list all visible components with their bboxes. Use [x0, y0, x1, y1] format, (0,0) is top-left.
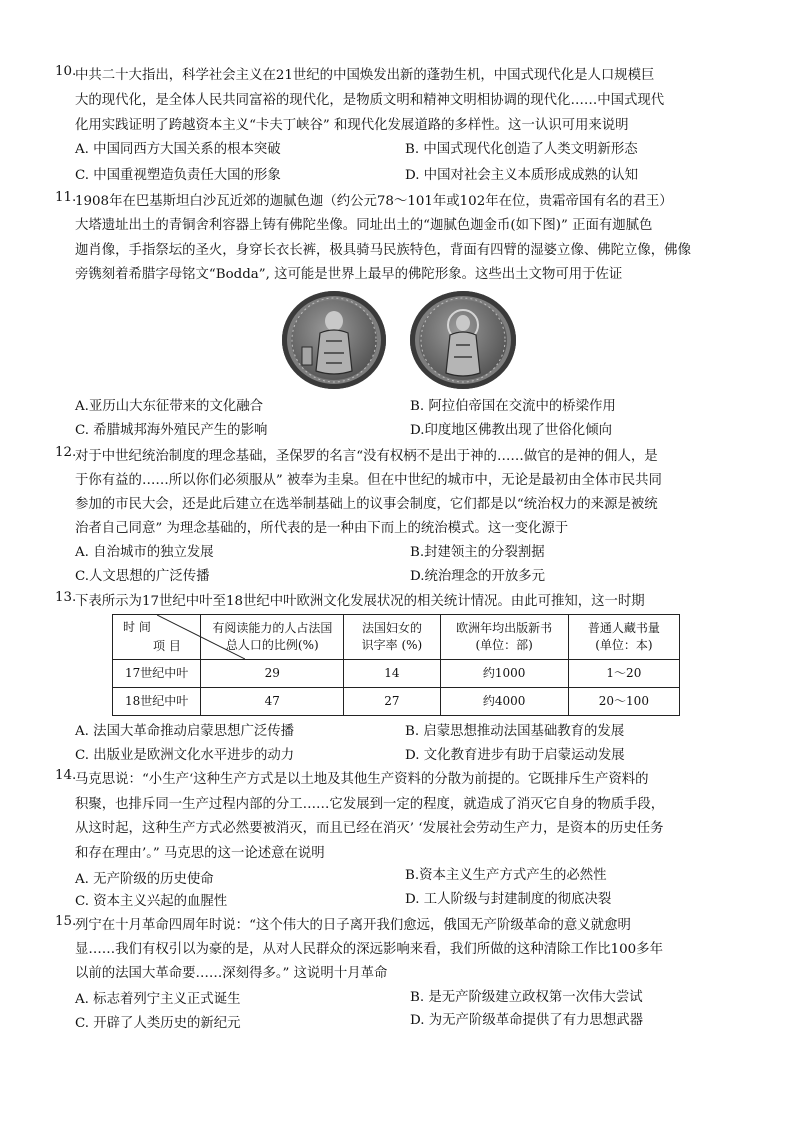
coin-reverse [410, 291, 516, 389]
option-c[interactable]: C. 希腊城邦海外殖民产生的影响 [75, 423, 268, 438]
option-a[interactable]: A.亚历山大东征带来的文化融合 [75, 399, 264, 414]
option-d[interactable]: D. 为无产阶级革命提供了有力思想武器 [410, 1013, 644, 1028]
option-b[interactable]: B.封建领主的分裂割据 [410, 545, 545, 560]
option-a[interactable]: A. 无产阶级的历史使命 [75, 872, 214, 887]
table-header-cell [344, 615, 440, 660]
option-b[interactable]: B. 是无产阶级建立政权第一次伟大尝试 [410, 990, 643, 1005]
option-d[interactable]: D.印度地区佛教出现了世俗化倾向 [410, 423, 612, 438]
option-b[interactable]: B.资本主义生产方式产生的必然性 [405, 868, 607, 883]
table-cell: 29 [201, 660, 344, 688]
option-b[interactable]: B. 启蒙思想推动法国基础教育的发展 [405, 724, 625, 739]
header-line: 普通人藏书量 [587, 621, 660, 635]
corner-top-label: 时 间 [123, 620, 151, 634]
table-cell: 约4000 [440, 688, 568, 716]
table-header-cell [440, 615, 568, 660]
table-row [113, 688, 680, 716]
table-cell: 27 [344, 688, 440, 716]
question-text-line: 治者自己同意” 为理念基础的，所代表的是一种由下而上的统治模式。这一变化源于 [75, 521, 569, 536]
row-label: 18世纪中叶 [113, 688, 201, 716]
question-text-line: 于你有益的……所以你们必须服从” 被奉为圭臬。但在中世纪的城市中，无论是最初由全体市民共同 [75, 473, 662, 488]
table-row [113, 660, 680, 688]
question-number: 12. [55, 445, 77, 460]
option-a[interactable]: A. 法国大革命推动启蒙思想广泛传播 [75, 724, 295, 739]
option-d[interactable]: D. 中国对社会主义本质形成成熟的认知 [405, 168, 639, 183]
question-text-line: 迦肖像，手指祭坛的圣火，身穿长衣长裤，极具骑马民族特色，背面有四臂的湿婆立像、佛陀立像，佛像 [75, 243, 691, 258]
header-line: 法国妇女的 [361, 621, 422, 635]
question-number: 13. [55, 590, 77, 605]
question-text-line: 下表所示为17世纪中叶至18世纪中叶欧洲文化发展状况的相关统计情况。由此可推知，这一时期 [75, 594, 645, 609]
question-text-line: 旁镌刻着希腊字母铭文“Bodda”, 这可能是世界上最早的佛陀形象。这些出土文物可用于佐证 [75, 267, 623, 282]
option-b[interactable]: B. 阿拉伯帝国在交流中的桥梁作用 [410, 399, 616, 414]
option-c[interactable]: C. 出版业是欧洲文化水平进步的动力 [75, 748, 295, 763]
table-cell: 20～100 [568, 688, 679, 716]
question-text-line: 参加的市民大会，还是此后建立在选举制基础上的议事会制度，它们都是以“统治权力的来源是被统 [75, 497, 658, 512]
kanishka-coins-image [282, 291, 516, 389]
option-d[interactable]: D.统治理念的开放多元 [410, 569, 546, 584]
coin-obverse [282, 291, 386, 389]
statistics-table [112, 614, 680, 716]
table-cell: 1～20 [568, 660, 679, 688]
table-cell: 14 [344, 660, 440, 688]
question-text-line: 从这时起，这种生产方式必然要被消灭，而且已经在消灭’ ‘发展社会劳动生产力，是资本的历史任务 [75, 821, 664, 836]
option-c[interactable]: C.人文思想的广泛传播 [75, 569, 210, 584]
option-c[interactable]: C. 中国重视塑造负责任大国的形象 [75, 168, 281, 183]
question-text-line: 化用实践证明了跨越资本主义“卡夫丁峡谷” 和现代化发展道路的多样性。这一认识可用来说明 [75, 118, 629, 133]
question-text-line: 大的现代化，是全体人民共同富裕的现代化，是物质文明和精神文明相协调的现代化……中国式现代 [75, 93, 665, 108]
question-number: 11. [55, 190, 77, 205]
question-text-line: 以前的法国大革命要……深刻得多。” 这说明十月革命 [75, 966, 388, 981]
table-cell: 约1000 [440, 660, 568, 688]
question-text-line: 大塔遗址出土的青铜舍利容器上铸有佛陀坐像。同址出土的“迦腻色迦金币(如下图)” 正面有迦腻色 [75, 218, 653, 233]
corner-bottom-label: 项 目 [153, 639, 181, 653]
table-header-cell [568, 615, 679, 660]
table-header-row [113, 615, 680, 660]
question-text-line: 和存在理由’。” 马克思的这一论述意在说明 [75, 846, 325, 861]
question-text-line: 积聚，也排斥同一生产过程内部的分工……它发展到一定的程度，就造成了消灭它自身的物质手段， [75, 797, 665, 812]
question-text-line: 1908年在巴基斯坦白沙瓦近郊的迦腻色迦（约公元78～101年或102年在位，贵霜帝国有名的君王） [75, 194, 673, 209]
option-c[interactable]: C. 开辟了人类历史的新纪元 [75, 1016, 241, 1031]
option-a[interactable]: A. 自治城市的独立发展 [75, 545, 214, 560]
option-b[interactable]: B. 中国式现代化创造了人类文明新形态 [405, 142, 638, 157]
question-number: 10. [55, 64, 77, 79]
header-line: 识字率 (%) [361, 638, 423, 652]
option-a[interactable]: A. 中国同西方大国关系的根本突破 [75, 142, 281, 157]
question-text-line: 马克思说：“小生产‘这种生产方式是以土地及其他生产资料的分散为前提的。它既排斥生产资料的 [75, 772, 649, 787]
option-a[interactable]: A. 标志着列宁主义正式诞生 [75, 992, 241, 1007]
question-text-line: 显……我们有权引以为豪的是，从对人民群众的深远影响来看，我们所做的这种清除工作比100多年 [75, 942, 663, 957]
question-text-line: 列宁在十月革命四周年时说：“这个伟大的日子离开我们愈远，俄国无产阶级革命的意义就愈明 [75, 918, 631, 933]
header-line: (单位：部) [475, 638, 533, 652]
table-corner-cell [113, 615, 201, 660]
header-line: (单位：本) [595, 638, 653, 652]
option-c[interactable]: C. 资本主义兴起的血腥性 [75, 894, 228, 909]
header-line: 总人口的比例(%) [225, 638, 319, 652]
option-d[interactable]: D. 文化教育进步有助于启蒙运动发展 [405, 748, 625, 763]
row-label: 17世纪中叶 [113, 660, 201, 688]
question-text-line: 对于中世纪统治制度的理念基础，圣保罗的名言“没有权柄不是出于神的……做官的是神的佣人，是 [75, 449, 658, 464]
header-line: 欧洲年均出版新书 [456, 621, 553, 635]
question-text-line: 中共二十大指出，科学社会主义在21世纪的中国焕发出新的蓬勃生机，中国式现代化是人口规模巨 [75, 68, 655, 83]
table-cell: 47 [201, 688, 344, 716]
header-line: 有阅读能力的人占法国 [212, 621, 333, 635]
question-number: 14. [55, 768, 77, 783]
question-number: 15. [55, 914, 77, 929]
option-d[interactable]: D. 工人阶级与封建制度的彻底决裂 [405, 892, 612, 907]
